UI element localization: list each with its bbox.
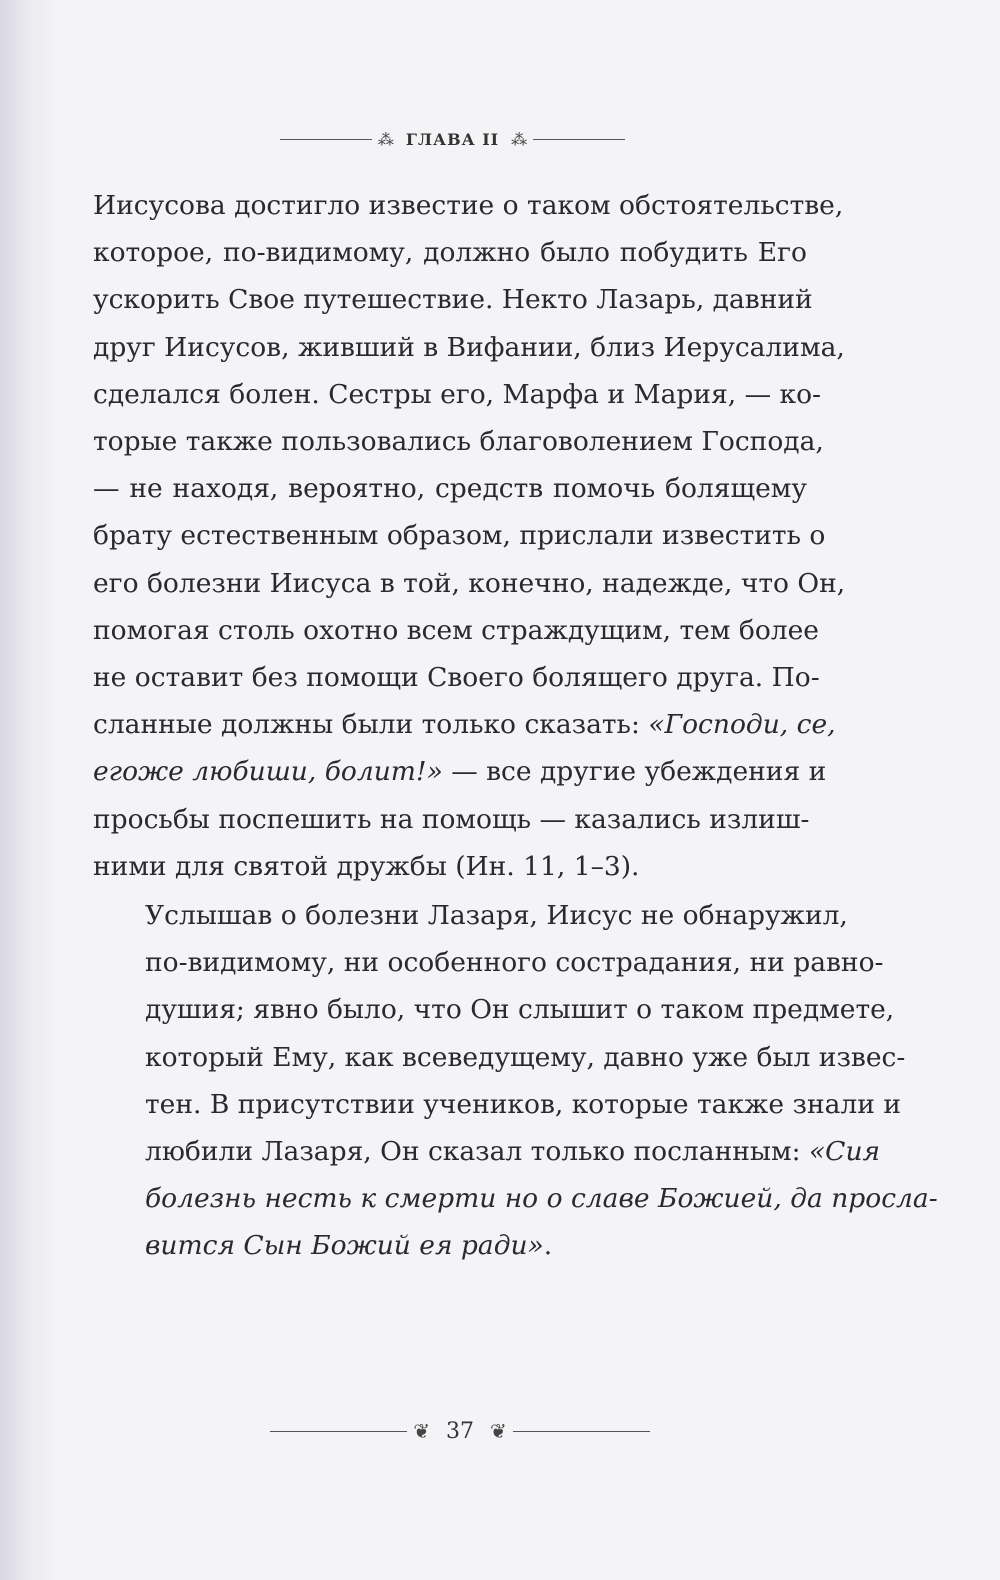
text-line: ускорить Свое путешествие. Некто Лазарь, давний (93, 284, 813, 316)
ornament-left-icon: ❦ (413, 1419, 430, 1443)
text-plain: . (543, 1230, 553, 1262)
quote-italic: «Сия (808, 1136, 881, 1168)
paragraph-1 (93, 182, 846, 890)
text-line: друг Иисусов, живший в Вифании, близ Иерусалима, (93, 331, 845, 363)
text-plain: сланные должны были только сказать: (93, 709, 649, 741)
text-line: просьбы поспешить на помощь — казались излиш- (93, 803, 810, 835)
text-line (93, 1175, 938, 1222)
footer-rule-left (270, 1431, 407, 1432)
text-line: по-видимому, ни особенного сострадания, ни равно- (145, 947, 884, 979)
quote-italic: вится Сын Божий ея ради» (145, 1230, 544, 1262)
text-line: не оставит без помощи Своего болящего друга. По- (93, 662, 820, 694)
ornament-right-icon: ❦ (490, 1419, 507, 1443)
quote-italic: «Господи, се, (648, 709, 836, 741)
text-line (93, 1222, 807, 1269)
chapter-header (280, 124, 625, 154)
header-rule-right (533, 139, 625, 140)
text-line (93, 1128, 881, 1175)
text-plain: любили Лазаря, Он сказал только посланным: (145, 1136, 809, 1168)
text-line: помогая столь охотно всем страждущим, тем более (93, 614, 819, 646)
page-edge-shadow (0, 0, 60, 1580)
page-number: 37 (446, 1418, 474, 1444)
footer-rule-right (513, 1431, 650, 1432)
text-line: ними для святой дружбы (Ин. 11, 1–3). (93, 850, 640, 882)
text-line: душия; явно было, что Он слышит о таком предмете, (145, 994, 895, 1026)
ornament-right-icon: ⁂ (511, 129, 528, 149)
ornament-left-icon: ⁂ (377, 129, 394, 149)
text-line (93, 748, 827, 795)
paragraph-2 (93, 892, 938, 1270)
chapter-title: ГЛАВА II (405, 129, 500, 149)
text-line: брату естественным образом, прислали известить о (93, 520, 826, 552)
text-line (93, 701, 836, 748)
quote-italic: егоже любиши, болит!» (93, 756, 443, 788)
text-line: Услышав о болезни Лазаря, Иисус не обнаружил, (145, 900, 848, 932)
text-line: его болезни Иисуса в той, конечно, надежде, что Он, (93, 567, 846, 599)
text-plain: — все другие убеждения и (442, 756, 827, 788)
text-line: сделался болен. Сестры его, Марфа и Мария, — ко- (93, 378, 821, 410)
text-line: тен. В присутствии учеников, которые также знали и (145, 1088, 902, 1120)
text-line: — не находя, вероятно, средств помочь болящему (93, 473, 807, 505)
quote-italic: болезнь несть к смерти но о славе Божией, да просла- (145, 1183, 938, 1215)
header-rule-left (280, 139, 372, 140)
text-line: торые также пользовались благоволением Господа, (93, 426, 824, 458)
body-text (93, 182, 938, 1270)
text-line: Иисусова достигло известие о таком обстоятельстве, (93, 190, 844, 221)
text-line: которое, по-видимому, должно было побудить Его (93, 237, 807, 269)
page-footer (270, 1416, 650, 1446)
text-line: который Ему, как всеведущему, давно уже был извес- (145, 1041, 906, 1073)
